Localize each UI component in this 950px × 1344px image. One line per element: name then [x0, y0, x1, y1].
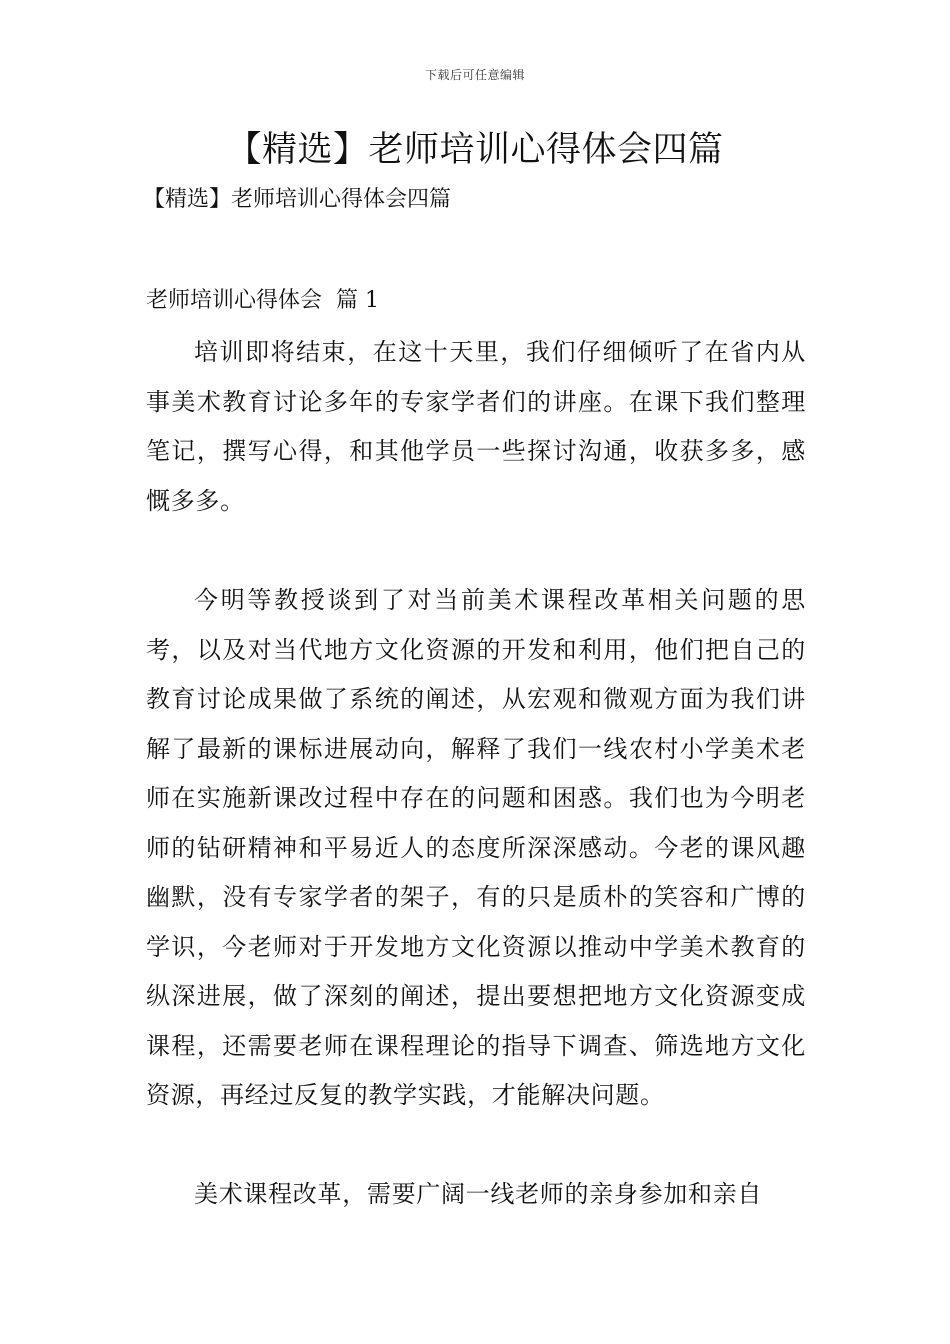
- section-heading: 老师培训心得体会 篇 1: [146, 288, 379, 313]
- paragraph-2: 今明等教授谈到了对当前美术课程改革相关问题的思考，以及对当代地方文化资源的开发和利用，他们把自己的教育讨论成果做了系统的阐述，从宏观和微观方面为我们讲解了最新的课标进展动向，解释了我们一线农村小学美术老师在实施新课改过程中存在的问题和困惑。我们也为今明老师的钻研精神和平易近人的态度所深深感动。今老的课风趣幽默，没有专家学者的架子，有的只是质朴的笑容和广博的学识，今老师对于开发地方文化资源以推动中学美术教育的纵深进展，做了深刻的阐述，提出要想把地方文化资源变成课程，还需要老师在课程理论的指导下调查、筛选地方文化资源，再经过反复的教学实践，才能解决问题。: [146, 586, 806, 1109]
- paragraph-1: 培训即将结束，在这十天里，我们仔细倾听了在省内从事美术教育讨论多年的专家学者们的讲座。在课下我们整理笔记，撰写心得，和其他学员一些探讨沟通，收获多多，感慨多多。: [146, 338, 806, 515]
- document-subtitle: 【精选】老师培训心得体会四篇: [143, 187, 452, 212]
- paragraph-3: 美术课程改革，需要广阔一线老师的亲身参加和亲自: [194, 1180, 763, 1208]
- header-note: 下载后可任意编辑: [424, 68, 525, 82]
- document-title: 【精选】老师培训心得体会四篇: [226, 130, 724, 170]
